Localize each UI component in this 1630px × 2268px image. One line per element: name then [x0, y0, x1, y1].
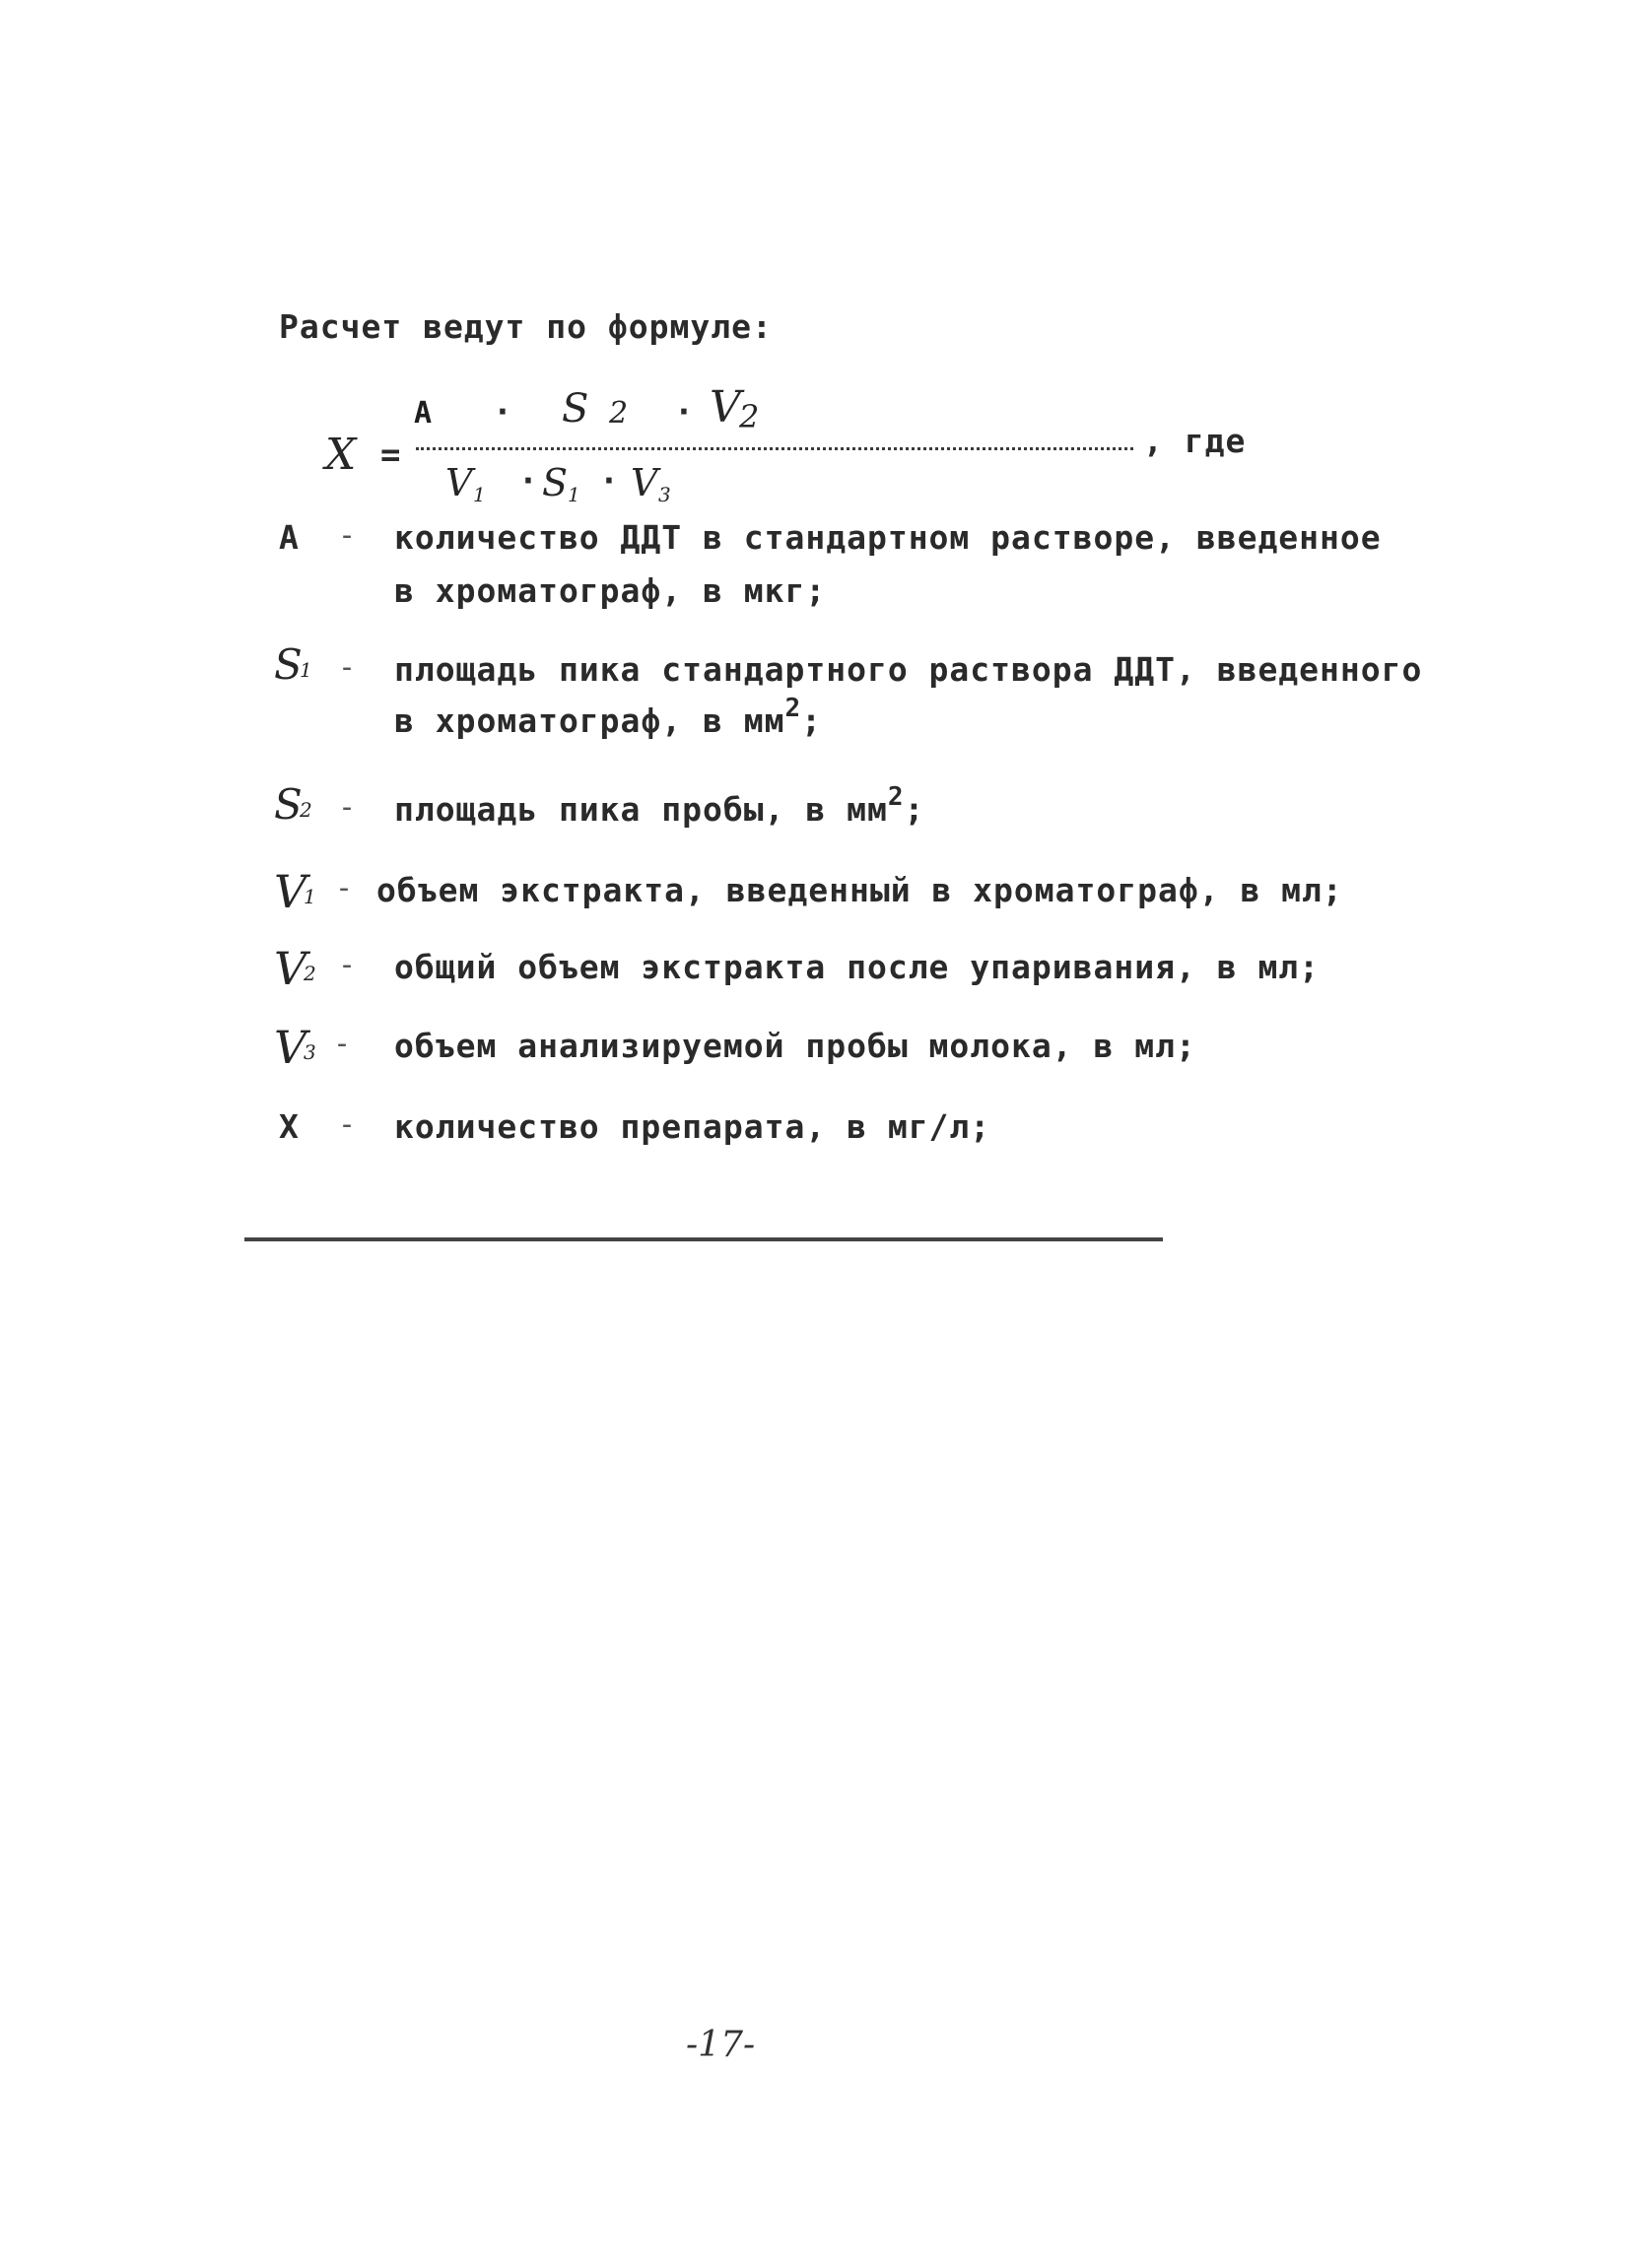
intro-text: Расчет ведут по формуле:: [279, 307, 773, 346]
definition-dash: -: [338, 1107, 357, 1142]
definition-dash: -: [335, 871, 354, 905]
page-number: -17-: [686, 2025, 756, 2065]
numerator-a: A: [414, 396, 433, 431]
definition-symbol-sub: 2: [300, 798, 312, 822]
denominator-v-sub: 1: [473, 483, 486, 506]
definition-line: количество препарата, в мг/л;: [394, 1107, 991, 1146]
definition-sup: 2: [887, 782, 905, 812]
definition-dash: -: [338, 518, 357, 553]
definition-line: в хроматограф, в мкг;: [394, 571, 827, 610]
definition-symbol-sub: 1: [304, 885, 316, 908]
definition-line: [394, 694, 823, 740]
denominator-dot-1: ·: [518, 461, 539, 500]
definition-symbol: V: [274, 1021, 307, 1074]
definition-symbol: X: [279, 1107, 300, 1146]
definition-tail: ;: [904, 790, 925, 829]
numerator-dot-2: ·: [674, 392, 695, 431]
definition-line-text: в хроматограф, в мм: [394, 701, 785, 740]
definition-symbol: S: [274, 640, 303, 689]
denominator-v3: V: [631, 461, 658, 504]
definition-line: объем анализируемой пробы молока, в мл;: [394, 1027, 1196, 1065]
denominator-v: V: [445, 461, 473, 504]
definition-symbol: A: [279, 518, 300, 557]
formula-where: , где: [1143, 422, 1247, 460]
numerator-v-sub: 2: [739, 398, 760, 435]
denominator-dot-2: ·: [599, 461, 620, 500]
definition-symbol-sub: 2: [304, 962, 316, 985]
definition-line: количество ДДТ в стандартном растворе, введенное: [394, 518, 1382, 557]
definition-symbol-sub: 3: [304, 1040, 316, 1064]
definition-line: [394, 782, 925, 829]
denominator-s: S: [542, 461, 569, 504]
definition-line: объем экстракта, введенный в хроматограф, в мл;: [376, 871, 1343, 909]
definition-dash: -: [338, 790, 357, 825]
definition-symbol: S: [274, 780, 303, 829]
definition-symbol-sub: 1: [300, 658, 312, 682]
denominator-s-sub: 1: [568, 483, 580, 506]
definition-sup: 2: [784, 694, 802, 723]
definition-symbol: V: [274, 942, 307, 995]
definition-line: площадь пика стандартного раствора ДДТ, введенного: [394, 650, 1423, 689]
definition-dash: -: [333, 1027, 352, 1061]
definition-line: общий объем экстракта после упаривания, в мл;: [394, 948, 1321, 986]
formula: [325, 382, 1247, 520]
numerator-s: S: [562, 386, 589, 432]
definition-symbol: V: [274, 865, 307, 918]
denominator-v3-sub: 3: [658, 483, 671, 506]
separator-rule: [244, 1237, 1163, 1241]
formula-equals: =: [380, 435, 402, 475]
definition-dash: -: [338, 650, 357, 685]
definition-tail: ;: [801, 701, 823, 740]
formula-lhs: X: [325, 430, 357, 480]
numerator-dot-1: ·: [493, 392, 513, 431]
numerator-v: V: [710, 382, 741, 433]
definition-line-text: площадь пика пробы, в мм: [394, 790, 888, 829]
numerator-s-sub: 2: [609, 396, 629, 431]
fraction-bar: [416, 447, 1133, 450]
definition-dash: -: [338, 948, 357, 982]
